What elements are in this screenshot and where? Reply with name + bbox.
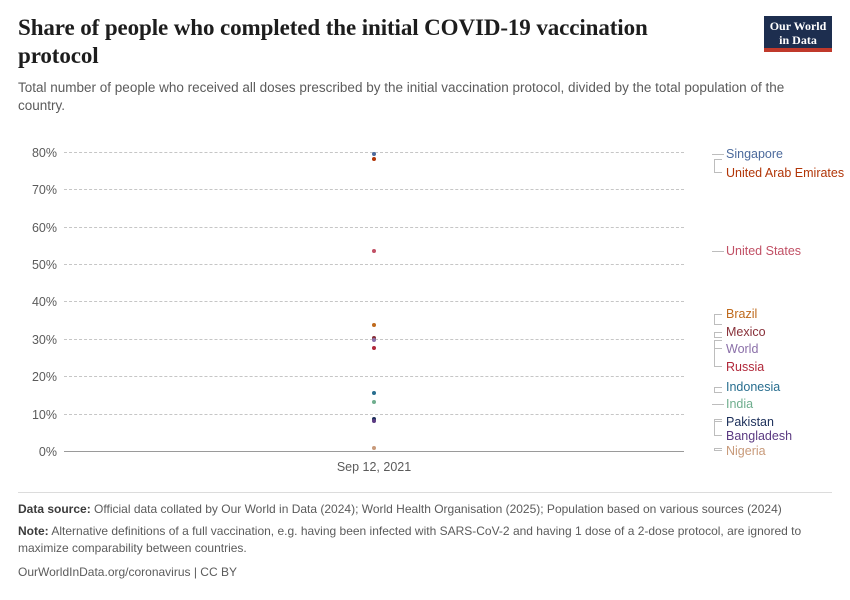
y-axis-tick: 20% [31,370,57,385]
legend-connector [714,421,722,436]
data-source-line [18,501,832,517]
chart-area [18,129,845,489]
y-axis-tick: 0% [38,445,57,459]
data-point[interactable] [372,400,376,404]
data-point[interactable] [372,249,376,253]
plot-region[interactable] [31,137,684,474]
y-axis-tick: 10% [31,407,57,422]
series-legend [684,137,850,458]
data-point[interactable] [372,152,376,156]
data-point[interactable] [372,323,376,327]
data-point[interactable] [372,446,376,450]
gridline [31,295,684,310]
gridline [31,370,684,385]
note-label: Note: [18,524,49,539]
legend-label-nigeria[interactable]: Nigeria [726,444,766,458]
chart-header [18,14,832,115]
data-point[interactable] [372,346,376,350]
legend-label-indonesia[interactable]: Indonesia [726,380,781,395]
legend-connector [712,251,724,252]
y-axis-tick: 30% [31,332,57,347]
legend-label-singapore[interactable]: Singapore [726,147,783,162]
legend-connector [712,154,724,155]
legend-label-mexico[interactable]: Mexico [726,324,766,339]
legend-label-brazil[interactable]: Brazil [726,307,758,322]
note-line [18,523,832,556]
data-source-label: Data source: [18,502,91,516]
y-axis-tick: 40% [31,295,57,310]
gridline [31,407,684,422]
y-axis-tick: 70% [31,183,57,198]
logo-line-1: Our World [769,19,827,33]
legend-connector [714,314,722,325]
legend-connector [714,332,722,338]
legend-label-bangladesh[interactable]: Bangladesh [726,429,793,444]
owid-logo[interactable] [764,16,832,52]
legend-connector [714,387,722,393]
data-source-text: Official data collated by Our World in Data (2024); World Health Organisation (2025); Population based on various sources (2024) [94,502,782,516]
gridline [31,183,684,198]
legend-connector [712,404,724,405]
data-point[interactable] [372,338,376,342]
x-axis-tick: Sep 12, 2021 [336,460,412,474]
legend-label-pakistan[interactable]: Pakistan [726,414,774,429]
data-point[interactable] [372,391,376,395]
license-line[interactable]: OurWorldInData.org/coronavirus | CC BY [18,564,237,579]
logo-line-2: in Data [779,33,817,48]
legend-label-united-arab-emirates[interactable]: United Arab Emirates [726,165,845,180]
legend-label-india[interactable]: India [726,396,754,411]
page-title: Share of people who completed the initial COVID-19 vaccination protocol [18,15,648,69]
y-axis-tick: 60% [31,220,57,235]
footer-divider [18,492,832,493]
data-point[interactable] [372,419,376,423]
gridline [38,445,684,459]
chart-footer [18,492,832,580]
note-text: Alternative definitions of a full vaccination, e.g. having been infected with SARS-CoV-2 and having 1 dose of a 2-dose protocol, are ignored to maximize comparability between countries. [18,524,802,555]
legend-connector [714,159,722,173]
legend-label-world[interactable]: World [726,342,759,357]
legend-label-russia[interactable]: Russia [726,359,765,374]
data-point[interactable] [372,157,376,161]
gridline [31,258,684,273]
legend-connector [714,348,722,367]
legend-label-united-states[interactable]: United States [726,244,802,259]
y-axis-tick: 80% [31,145,57,160]
gridline [31,220,684,235]
page-subtitle: Total number of people who received all doses prescribed by the initial vaccination protocol, divided by the total population of the country. [18,80,785,114]
legend-connector [714,448,722,451]
y-axis-tick: 50% [31,258,57,273]
